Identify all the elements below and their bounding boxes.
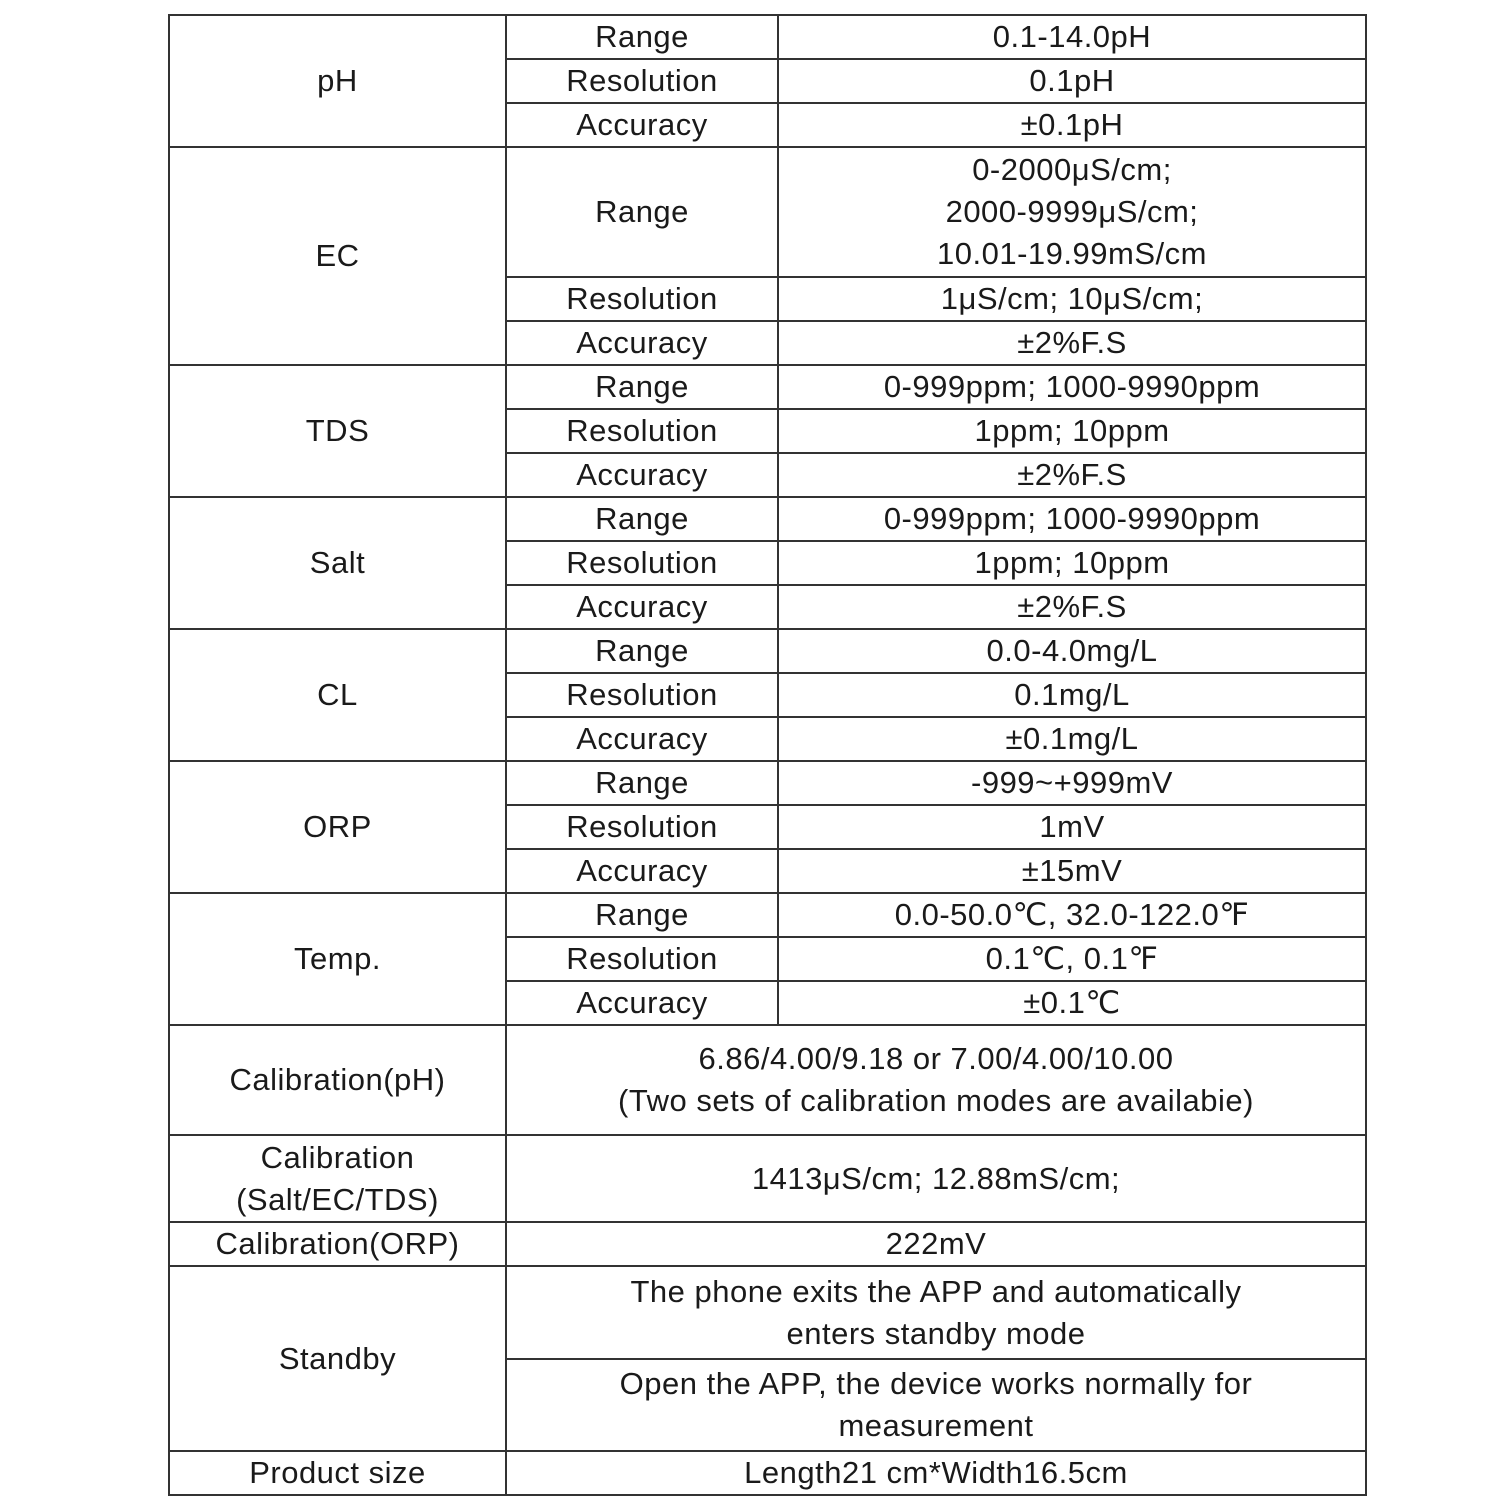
spec-value: 1ppm; 10ppm [778, 541, 1366, 585]
spec-label: Accuracy [506, 103, 778, 147]
spec-value-line: 0-2000μS/cm; [972, 152, 1172, 187]
calibration-ph-value [506, 1025, 1366, 1135]
spec-label: Range [506, 15, 778, 59]
spec-value: ±2%F.S [778, 321, 1366, 365]
spec-row [169, 1222, 1366, 1266]
spec-value: 0.0-50.0℃, 32.0-122.0℉ [778, 893, 1366, 937]
calibration-ph-label: Calibration(pH) [169, 1025, 506, 1135]
spec-label: Resolution [506, 937, 778, 981]
spec-label: Resolution [506, 409, 778, 453]
spec-value: ±0.1pH [778, 103, 1366, 147]
spec-label: Accuracy [506, 717, 778, 761]
spec-label: Range [506, 497, 778, 541]
spec-label: Accuracy [506, 849, 778, 893]
spec-label: Accuracy [506, 453, 778, 497]
spec-value: ±0.1℃ [778, 981, 1366, 1025]
spec-row [169, 1266, 1366, 1359]
spec-value: ±15mV [778, 849, 1366, 893]
spec-label: Range [506, 761, 778, 805]
spec-value: -999~+999mV [778, 761, 1366, 805]
spec-label: Accuracy [506, 981, 778, 1025]
spec-value-line: 10.01-19.99mS/cm [937, 236, 1207, 271]
spec-table [168, 14, 1367, 1496]
standby-value-line: The phone exits the APP and automatically [630, 1273, 1242, 1309]
spec-row [169, 1025, 1366, 1135]
spec-value: 0-999ppm; 1000-9990ppm [778, 497, 1366, 541]
spec-value: 1μS/cm; 10μS/cm; [778, 277, 1366, 321]
standby-value-1 [506, 1266, 1366, 1359]
spec-label: Range [506, 365, 778, 409]
calibration-orp-value: 222mV [506, 1222, 1366, 1266]
spec-label: Resolution [506, 673, 778, 717]
standby-value-line: measurement [838, 1408, 1034, 1443]
param-name-temp: Temp. [169, 893, 506, 1025]
spec-row [169, 629, 1366, 673]
calibration-salt-label-line: (Salt/EC/TDS) [236, 1181, 439, 1217]
param-name-salt: Salt [169, 497, 506, 629]
product-size-value: Length21 cm*Width16.5cm [506, 1451, 1366, 1495]
spec-row [169, 365, 1366, 409]
spec-value: 0-999ppm; 1000-9990ppm [778, 365, 1366, 409]
standby-value-2 [506, 1359, 1366, 1451]
spec-value: 0.1℃, 0.1℉ [778, 937, 1366, 981]
spec-label: Range [506, 629, 778, 673]
product-size-label: Product size [169, 1451, 506, 1495]
spec-value-multiline [778, 147, 1366, 277]
spec-label: Range [506, 147, 778, 277]
spec-label: Resolution [506, 277, 778, 321]
param-name-ph: pH [169, 15, 506, 147]
spec-value: 0.1mg/L [778, 673, 1366, 717]
spec-value: ±0.1mg/L [778, 717, 1366, 761]
spec-label: Accuracy [506, 321, 778, 365]
spec-label: Resolution [506, 541, 778, 585]
spec-value: ±2%F.S [778, 453, 1366, 497]
spec-label: Resolution [506, 59, 778, 103]
spec-label: Range [506, 893, 778, 937]
calibration-ph-value-line: 6.86/4.00/9.18 or 7.00/4.00/10.00 [698, 1041, 1174, 1076]
param-name-cl: CL [169, 629, 506, 761]
spec-label: Accuracy [506, 585, 778, 629]
calibration-salt-label-line: Calibration [260, 1139, 415, 1175]
standby-label: Standby [169, 1266, 506, 1451]
calibration-salt-value: 1413μS/cm; 12.88mS/cm; [506, 1135, 1366, 1222]
standby-value-line: Open the APP, the device works normally for [619, 1366, 1253, 1401]
calibration-orp-label: Calibration(ORP) [169, 1222, 506, 1266]
spec-value: 0.0-4.0mg/L [778, 629, 1366, 673]
spec-label: Resolution [506, 805, 778, 849]
param-name-ec: EC [169, 147, 506, 365]
spec-row [169, 15, 1366, 59]
standby-value-line: enters standby mode [786, 1315, 1086, 1351]
spec-value: 0.1pH [778, 59, 1366, 103]
spec-value-line: 2000-9999μS/cm; [945, 194, 1199, 229]
spec-row [169, 761, 1366, 805]
spec-value: 1mV [778, 805, 1366, 849]
param-name-orp: ORP [169, 761, 506, 893]
spec-value: 0.1-14.0pH [778, 15, 1366, 59]
param-name-tds: TDS [169, 365, 506, 497]
spec-row [169, 497, 1366, 541]
spec-row [169, 1451, 1366, 1495]
calibration-ph-value-line: (Two sets of calibration modes are availabie) [618, 1083, 1254, 1118]
spec-value: 1ppm; 10ppm [778, 409, 1366, 453]
spec-row [169, 147, 1366, 277]
spec-row [169, 893, 1366, 937]
spec-row [169, 1135, 1366, 1222]
spec-value: ±2%F.S [778, 585, 1366, 629]
calibration-salt-label [169, 1135, 506, 1222]
